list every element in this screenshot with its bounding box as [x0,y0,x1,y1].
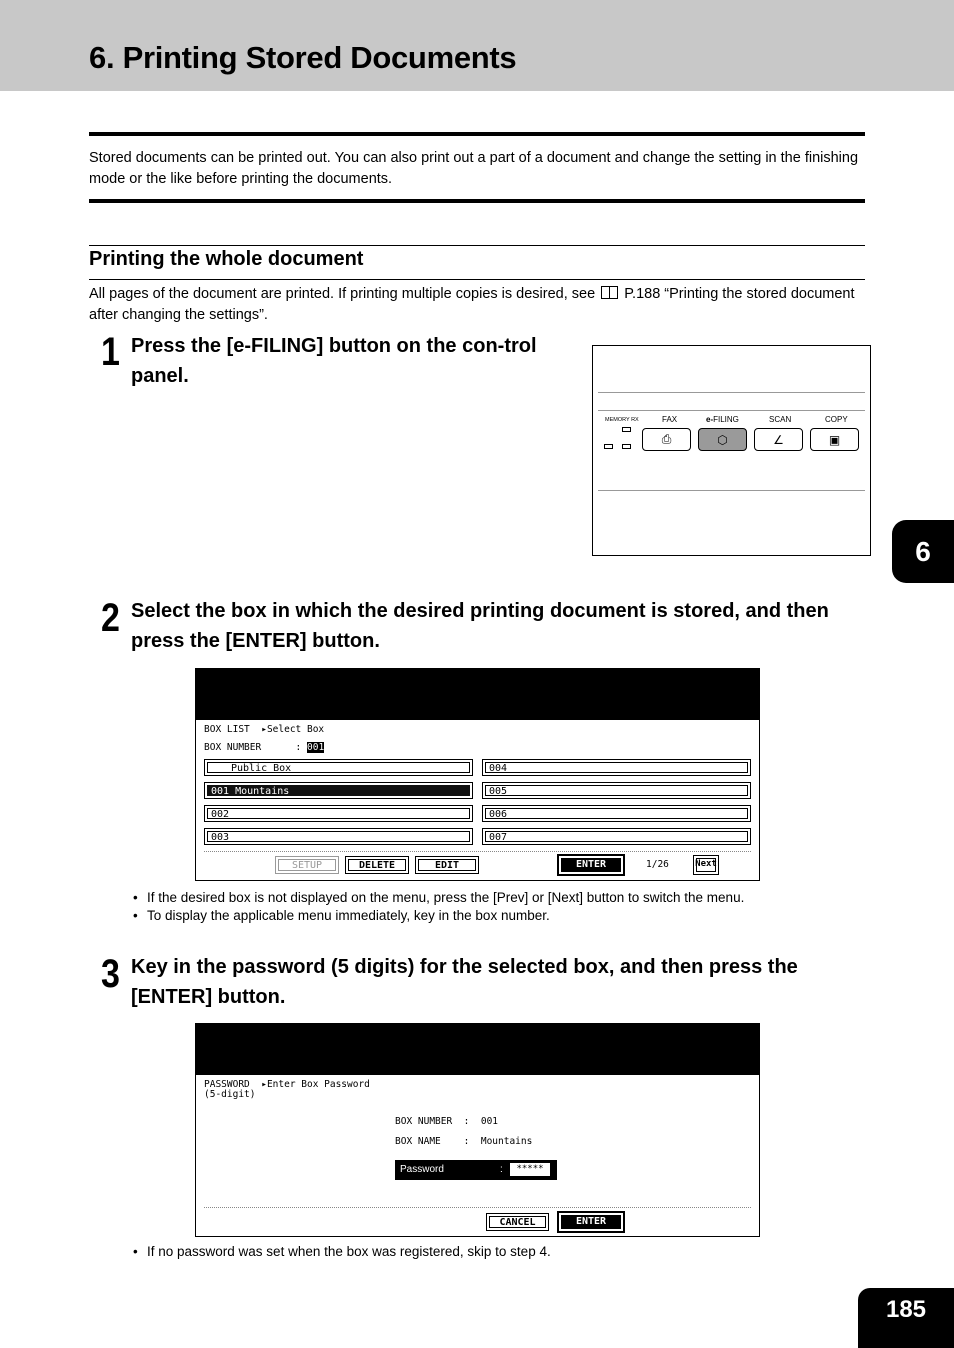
password-field[interactable] [395,1160,557,1180]
divider [204,1207,751,1208]
scan-icon: ∠ [773,432,784,447]
e-filing-button[interactable] [698,428,747,451]
note-item: • If no password was set when the box was registered, skip to step 4. [131,1243,851,1261]
edit-button[interactable]: EDIT [415,856,479,874]
control-panel-illustration [592,345,871,556]
divider [89,199,865,203]
e-filing-label: e-FILING [706,415,739,424]
book-icon [601,286,618,299]
scan-button[interactable] [754,428,803,451]
box-icon: ⬡ [717,432,728,447]
screen-header: BOX LIST ▸Select Box [204,724,325,735]
box-public[interactable]: Public Box [204,759,473,776]
box-number-row: BOX NUMBER : 001 [204,742,325,753]
page-indicator: 1/26 [646,859,669,870]
delete-button[interactable]: DELETE [345,856,409,874]
fax-icon: ⎙ [661,432,672,446]
step3-notes [131,1243,851,1261]
scan-label: SCAN [769,415,792,424]
section-title: Printing the whole document [89,248,364,270]
page-number: 185 [858,1288,954,1348]
screen-header: PASSWORD ▸Enter Box Password [204,1079,370,1090]
fax-label: FAX [662,415,678,424]
copy-icon: ▣ [828,432,841,447]
step-text: Press the [e-FILING] button on the con-trol panel. [131,335,537,387]
page-title: 6. Printing Stored Documents [89,40,517,75]
step-number: 2 [101,596,119,640]
box-list-screen [195,668,760,881]
fax-button[interactable] [642,428,691,451]
password-input[interactable]: ***** [510,1163,550,1176]
box-005[interactable]: 005 [482,782,751,799]
box-007[interactable]: 007 [482,828,751,845]
setup-button[interactable]: SETUP [275,856,339,874]
step2-notes [131,889,851,925]
screen-top-bar [196,669,759,720]
box-name-row: BOX NAME : Mountains [395,1136,533,1147]
copy-button[interactable] [810,428,859,451]
note-item: • If the desired box is not displayed on the menu, press the [Prev] or [Next] button to switch the menu. [131,889,851,907]
led-indicator [622,444,631,449]
note-item: • To display the applicable menu immediately, key in the box number. [131,907,851,925]
box-number-input[interactable]: 001 [307,742,325,753]
led-indicator [622,427,631,432]
enter-button[interactable]: ENTER [557,854,625,876]
screen-header-sub: (5-digit) [204,1089,256,1100]
box-002[interactable]: 002 [204,805,473,822]
divider [89,132,865,136]
divider [204,851,751,852]
box-004[interactable]: 004 [482,759,751,776]
intro-text: Stored documents can be printed out. You can also print out a part of a document and change the setting in the finishing mode or the like before printing the documents. [89,150,859,187]
divider [89,279,865,280]
step-text: Key in the password (5 digits) for the selected box, and then press the [ENTER] button. [131,956,798,1008]
box-number-row: BOX NUMBER : 001 [395,1116,499,1127]
box-006[interactable]: 006 [482,805,751,822]
divider [89,245,865,246]
password-screen [195,1023,760,1237]
password-label: Password [400,1164,444,1175]
copy-label: COPY [825,415,848,424]
step-text: Select the box in which the desired printing document is stored, and then press the [ENTER] button. [131,600,829,652]
box-001[interactable]: 001 Mountains [204,782,473,799]
box-003[interactable]: 003 [204,828,473,845]
led-indicator [604,444,613,449]
chapter-tab: 6 [892,520,954,583]
step-number: 3 [101,952,119,996]
cancel-button[interactable]: CANCEL [486,1213,549,1231]
screen-top-bar [196,1024,759,1075]
step-number: 1 [101,330,119,374]
enter-button[interactable]: ENTER [557,1211,625,1233]
section-intro: All pages of the document are printed. If printing multiple copies is desired, see P.188 “Printing the stored document after changing the settings”. [89,286,855,323]
next-button[interactable]: Next [693,855,719,875]
password-sep: : [500,1164,503,1175]
memory-rx-label: MEMORY RX [605,417,639,423]
